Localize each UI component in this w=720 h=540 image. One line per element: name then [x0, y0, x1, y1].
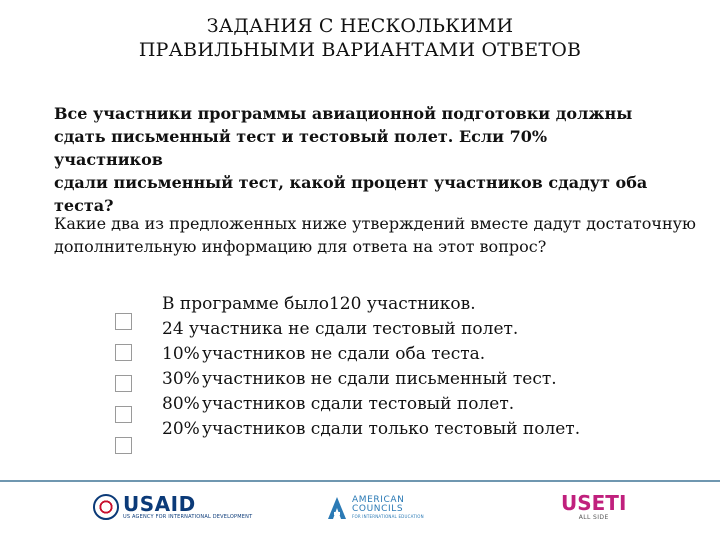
answer-option [162, 417, 580, 442]
answer-option [162, 392, 580, 417]
answer-checkbox[interactable] [115, 375, 132, 392]
option-text: участников не сдали письменный тест. [202, 369, 557, 389]
title-line: ЗАДАНИЯ С НЕСКОЛЬКИМИ [206, 15, 514, 37]
useti-tagline: ALL SIDE [578, 514, 609, 521]
answer-option [162, 292, 580, 317]
ac-line1: AMERICAN [352, 495, 405, 505]
ac-tagline: FOR INTERNATIONAL EDUCATION [352, 514, 424, 519]
instruction-line: Какие два из предложенных ниже утверждений вместе дадут достаточную [54, 214, 696, 233]
useti-wordmark: USETI [561, 491, 627, 515]
usaid-logo [93, 494, 252, 520]
option-percent: 10% [162, 344, 200, 364]
option-text: участников сдали только тестовый полет. [202, 419, 581, 439]
answer-checkbox[interactable] [115, 313, 132, 330]
instruction-line: дополнительную информацию для ответа на этот вопрос? [54, 237, 547, 256]
american-councils-icon [326, 495, 348, 521]
question-line: сдать письменный тест и тестовый полет. Если 70% участников [54, 127, 548, 169]
option-percent: 30% [162, 369, 200, 389]
answer-checkboxes [115, 313, 132, 468]
answer-options [162, 292, 580, 442]
answer-option [162, 317, 580, 342]
option-text: В программе было120 участников. [162, 294, 476, 314]
question-line: Все участники программы авиационной подготовки должны [54, 104, 633, 123]
answer-checkbox[interactable] [115, 437, 132, 454]
question-line: теста? [54, 196, 114, 215]
answer-checkbox[interactable] [115, 344, 132, 361]
instruction-text [54, 212, 704, 258]
footer-logos [0, 484, 720, 540]
useti-logo [561, 492, 626, 521]
option-text: участников не сдали оба теста. [202, 344, 486, 364]
option-percent: 80% [162, 394, 200, 414]
footer-divider [0, 480, 720, 482]
page-title [0, 14, 720, 62]
option-percent: 20% [162, 419, 200, 439]
title-line: ПРАВИЛЬНЫМИ ВАРИАНТАМИ ОТВЕТОВ [138, 39, 582, 61]
option-text: 24 участника не сдали тестовый полет. [162, 319, 519, 339]
usaid-wordmark: USAID [123, 492, 196, 516]
usaid-seal-icon [93, 494, 119, 520]
answer-checkbox[interactable] [115, 406, 132, 423]
american-councils-logo [326, 495, 424, 521]
answer-option [162, 342, 580, 367]
option-text: участников сдали тестовый полет. [202, 394, 515, 414]
question-line: сдали письменный тест, какой процент участников сдадут оба [54, 173, 648, 192]
usaid-tagline: US AGENCY FOR INTERNATIONAL DEVELOPMENT [123, 514, 253, 520]
question-text [54, 102, 654, 217]
answer-option [162, 367, 580, 392]
ac-line2: COUNCILS [352, 504, 404, 514]
